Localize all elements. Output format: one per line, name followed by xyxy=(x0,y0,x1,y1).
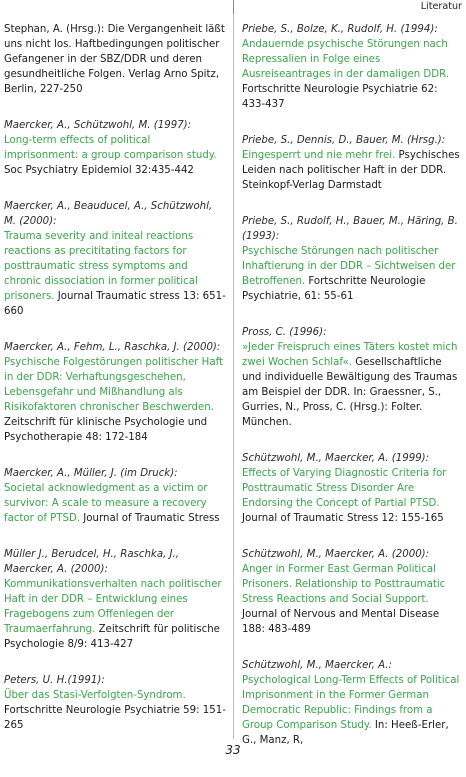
reference-publication: Soc Psychiatry Epidemiol 32:435-442 xyxy=(4,165,194,176)
section-title: Literatur xyxy=(420,1,462,12)
reference-title: Eingesperrt und nie mehr frei. xyxy=(242,150,396,161)
reference-publication: Journal Traumatic stress 13: 651-660 xyxy=(4,291,226,317)
reference-title: Psychische Folgestörungen politischer Haft in der DDR: Verhaftungsgeschehen, Lebensgefahr und Mißhandlung als Risikofaktoren chronischer Beschwerden. xyxy=(4,357,223,413)
reference-title: Effects of Varying Diagnostic Criteria for Posttraumatic Stress Disorder Are Endorsing the Concept of Partial PTSD. xyxy=(242,468,447,509)
reference-publication: Zeitschrift für politische Psychologie 8/9: 413-427 xyxy=(4,624,220,650)
left-column xyxy=(4,22,226,754)
reference-entry xyxy=(242,214,462,304)
reference-author: Maercker, A., Beauducel, A., Schützwohl, M. (2000): xyxy=(4,201,213,227)
reference-publication: Fortschritte Neurologie Psychiatrie 62: 433-437 xyxy=(242,84,438,110)
column-divider xyxy=(233,14,234,739)
reference-publication: Zeitschrift für klinische Psychologie und Psychotherapie 48: 172-184 xyxy=(4,417,208,443)
reference-title: Trauma severity and initeal reactions reactions as precititating factors for posttraumatic stress symptoms and chronic dissociation in former political prisoners. xyxy=(4,231,198,302)
reference-entry xyxy=(242,658,462,748)
reference-author: Schützwohl, M., Maercker, A.: xyxy=(242,660,392,671)
reference-publication: Journal of Traumatic Stress 12: 155-165 xyxy=(242,513,444,524)
reference-publication: Journal of Traumatic Stress xyxy=(80,513,220,524)
reference-entry xyxy=(242,22,462,112)
reference-author: Pross, C. (1996): xyxy=(242,327,327,338)
reference-author: Maercker, A., Fehm, L., Raschka, J. (2000): xyxy=(4,342,221,353)
reference-publication: Stephan, A. (Hrsg.): Die Vergangenheit läßt uns nicht los. Haftbedingungen politischer Gefangener in der SBZ/DDR und deren gesundheitliche Folgen. Verlag Arno Spitz, Berlin, 227-250 xyxy=(4,24,225,95)
reference-title: »Jeder Freispruch eines Täters kostet mich zwei Wochen Schlaf«. xyxy=(242,342,458,368)
reference-title: Anger in Former East German Political Prisoners. Relationship to Posttraumatic Stress Reactions and Social Support. xyxy=(242,564,446,605)
page-header xyxy=(0,0,466,14)
reference-author: Schützwohl, M., Maercker, A. (1999): xyxy=(242,453,430,464)
page-number: 33 xyxy=(225,743,241,757)
reference-entry xyxy=(4,466,226,526)
reference-author: Peters, U. H.(1991): xyxy=(4,675,105,686)
reference-title: Kommunikationsverhalten nach politischer Haft in der DDR – Entwicklung eines Fragebogens zum Offenlegen der Traumaerfahrung. xyxy=(4,579,222,635)
header-divider xyxy=(233,0,234,14)
reference-entry xyxy=(4,547,226,652)
reference-author: Schützwohl, M., Maercker, A. (2000): xyxy=(242,549,430,560)
reference-title: Andauernde psychische Störungen nach Repressalien in Folge eines Ausreiseantrages in der damaligen DDR. xyxy=(242,39,450,80)
reference-title: Psychische Störungen nach politischer Inhaftierung in der DDR – Sichtweisen der Betroffenen. xyxy=(242,246,456,287)
reference-entry xyxy=(4,22,226,97)
reference-entry xyxy=(4,199,226,319)
reference-entry xyxy=(4,673,226,733)
reference-title: Societal acknowledgment as a victim or survivor: A scale to measure a recovery factor of PTSD. xyxy=(4,483,208,524)
reference-author: Müller J., Berudcel, H., Raschka, J., Maercker, A. (2000): xyxy=(4,549,180,575)
reference-publication: Fortschritte Neurologie Psychiatrie 59: 151-265 xyxy=(4,705,226,731)
reference-entry xyxy=(242,133,462,193)
right-column xyxy=(242,22,462,769)
reference-title: Über das Stasi-Verfolgten-Syndrom. xyxy=(4,690,186,701)
reference-entry xyxy=(242,325,462,430)
reference-publication: Journal of Nervous and Mental Disease 188: 483-489 xyxy=(242,609,440,635)
reference-publication: Fortschritte Neurologie Psychiatrie, 61: 55-61 xyxy=(242,276,426,302)
reference-author: Maercker, A., Schützwohl, M. (1997): xyxy=(4,120,192,131)
reference-entry xyxy=(4,340,226,445)
reference-entry xyxy=(242,451,462,526)
reference-author: Priebe, S., Rudolf, H., Bauer, M., Häring, B. (1993): xyxy=(242,216,458,242)
reference-author: Priebe, S., Dennis, D., Bauer, M. (Hrsg.): xyxy=(242,135,446,146)
reference-title: Psychological Long-Term Effects of Political Imprisonment in the Former German Democratic Republic: Findings from a Group Comparison Study. xyxy=(242,675,460,731)
reference-publication: In: Heeß-Erler, G., Manz, R, xyxy=(242,720,449,746)
reference-entry xyxy=(242,547,462,637)
reference-title: Long-term effects of political imprisonment: a group comparison study. xyxy=(4,135,217,161)
reference-publication: Psychisches Leiden nach politischer Haft in der DDR. Steinkopf-Verlag Darmstadt xyxy=(242,150,460,191)
reference-publication: Gesellschaftliche und individuelle Bewältigung des Traumas am Beispiel der DDR. In: Graessner, S., Gurries, N., Pross, C. (Hrsg.): Folter. München. xyxy=(242,357,458,428)
reference-author: Priebe, S., Bolze, K., Rudolf, H. (1994): xyxy=(242,24,438,35)
reference-entry xyxy=(4,118,226,178)
reference-author: Maercker, A., Müller, J. (im Druck): xyxy=(4,468,178,479)
